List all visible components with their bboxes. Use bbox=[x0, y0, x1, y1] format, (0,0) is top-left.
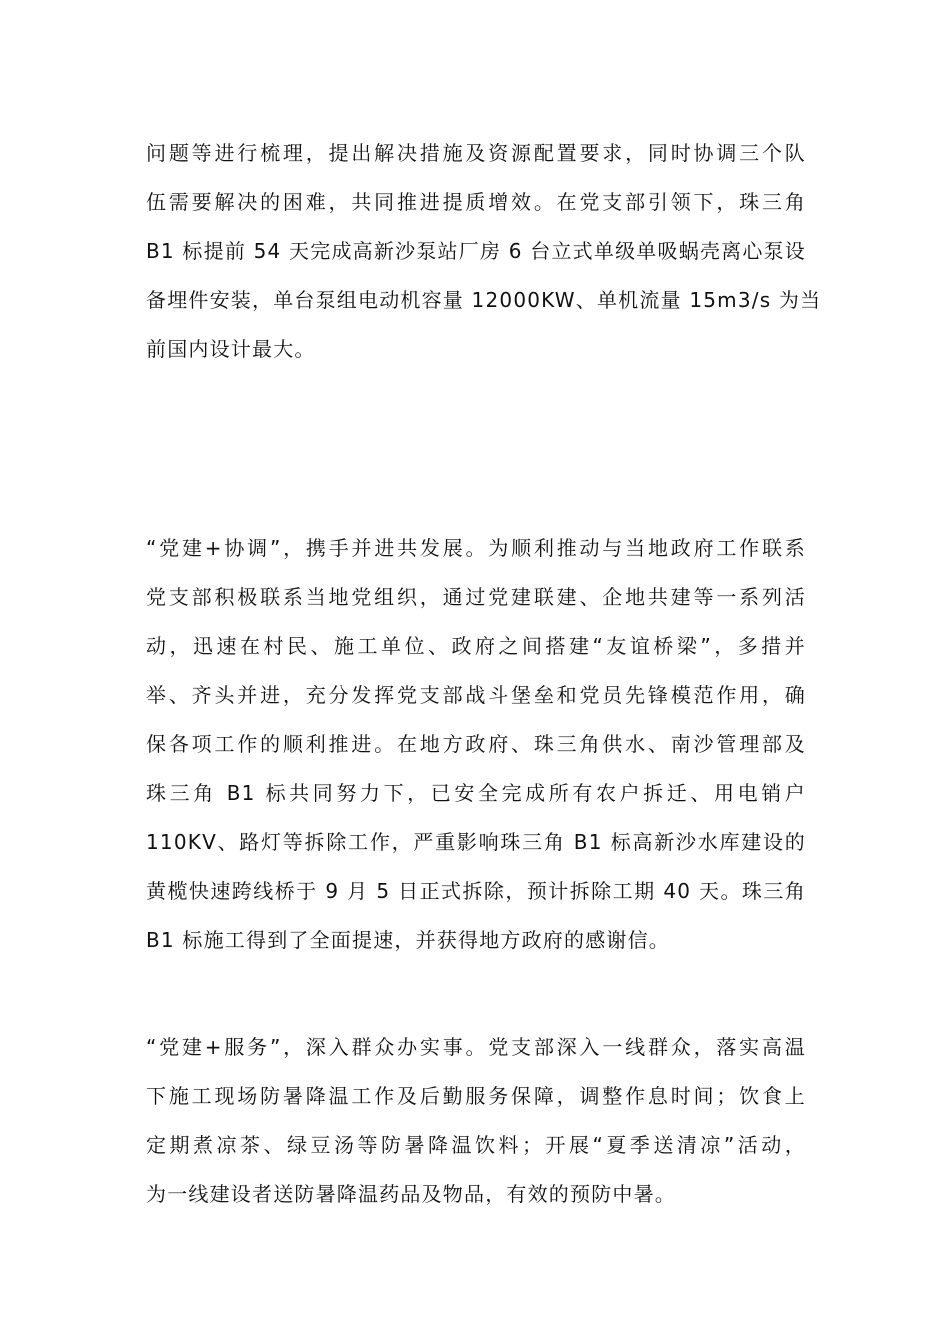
text-line: 伍需要解决的困难，共同推进提质增效。在党支部引领下，珠三角 bbox=[146, 190, 806, 214]
text-line: 问题等进行梳理，提出解决措施及资源配置要求，同时协调三个队 bbox=[146, 141, 806, 165]
text-line: 珠三角 B1 标共同努力下，已安全完成所有农户拆迁、用电销户 bbox=[146, 781, 806, 805]
text-line: 保各项工作的顺利推进。在地方政府、珠三角供水、南沙管理部及 bbox=[146, 732, 806, 756]
text-line: 下施工现场防暑降温工作及后勤服务保障，调整作息时间；饮食上 bbox=[146, 1084, 806, 1108]
text-line: 黄榄快速跨线桥于 9 月 5 日正式拆除，预计拆除工期 40 天。珠三角 bbox=[146, 879, 806, 903]
text-line: 动，迅速在村民、施工单位、政府之间搭建“友谊桥梁”，多措并 bbox=[146, 634, 806, 658]
text-line: “党建+协调”，携手并进共发展。为顺利推动与当地政府工作联系 bbox=[146, 536, 806, 560]
text-line: 为一线建设者送防暑降温药品及物品，有效的预防中暑。 bbox=[146, 1182, 676, 1206]
text-line: 前国内设计最大。 bbox=[146, 337, 316, 361]
text-line: 定期煮凉茶、绿豆汤等防暑降温饮料；开展“夏季送清凉”活动， bbox=[146, 1133, 806, 1157]
text-line: B1 标提前 54 天完成高新沙泵站厂房 6 台立式单级单吸蜗壳离心泵设 bbox=[146, 239, 806, 263]
text-line: 备埋件安装，单台泵组电动机容量 12000KW、单机流量 15m3/s 为当 bbox=[146, 288, 822, 312]
text-line: “党建+服务”，深入群众办实事。党支部深入一线群众，落实高温 bbox=[146, 1035, 806, 1059]
text-line: 110KV、路灯等拆除工作，严重影响珠三角 B1 标高新沙水库建设的 bbox=[146, 830, 806, 854]
text-line: 举、齐头并进，充分发挥党支部战斗堡垒和党员先锋模范作用，确 bbox=[146, 683, 806, 707]
text-line: B1 标施工得到了全面提速，并获得地方政府的感谢信。 bbox=[146, 928, 671, 952]
text-line: 党支部积极联系当地党组织，通过党建联建、企地共建等一系列活 bbox=[146, 585, 806, 609]
